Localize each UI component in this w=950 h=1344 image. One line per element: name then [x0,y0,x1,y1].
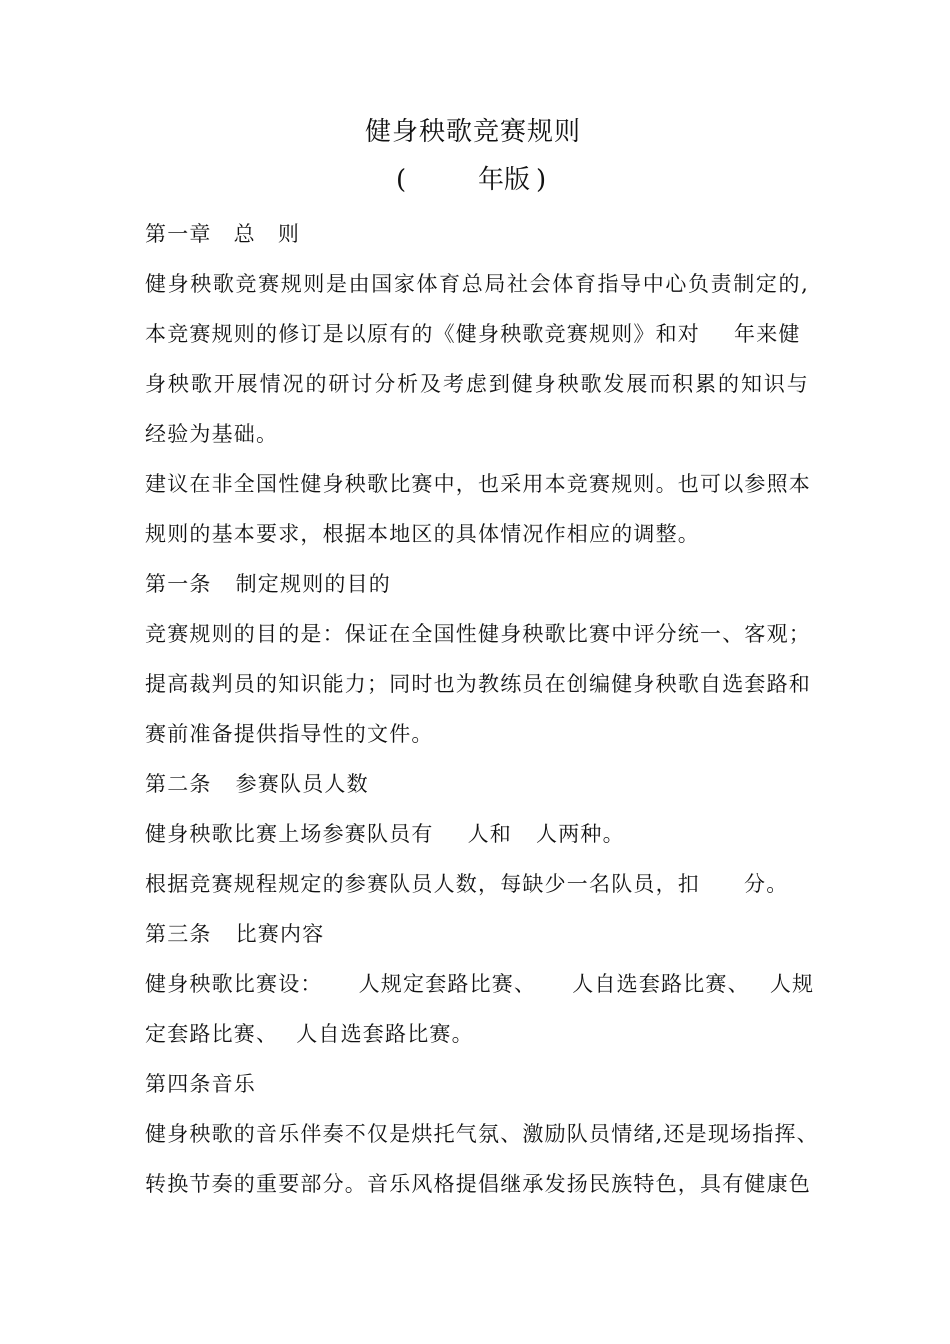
chapter-title-char-2: 则 [277,222,301,246]
paragraph-line [145,869,788,899]
paragraph-line [145,969,814,999]
text-segment: 根据竞赛规程规定的参赛队员人数，每缺少一名队员，扣 [145,872,700,896]
text-segment: 本竞赛规则的修订是以原有的《健身秧歌竞赛规则》和对 [145,322,700,346]
text-segment: 人自选套路比赛。 [296,1022,474,1046]
text-segment: 定套路比赛、 [145,1022,279,1046]
paragraph-line [145,319,801,349]
paragraph-line [145,819,625,849]
paragraph-line [145,1019,474,1049]
article-heading [145,569,391,599]
paragraph-line: 竞赛规则的目的是：保证在全国性健身秧歌比赛中评分统一、客观； [145,622,811,646]
chapter-title-char-1: 总 [233,222,256,246]
article-title: 制定规则的目的 [235,572,392,596]
text-segment: 人规 [769,972,815,996]
article-heading: 第四条音乐 [145,1072,256,1096]
article-number: 第一条 [145,572,212,596]
text-segment: 分。 [744,872,789,896]
paragraph-line: 转换节奏的重要部分。音乐风格提倡继承发扬民族特色，具有健康色 [145,1172,811,1196]
text-segment: 人自选套路比赛、 [572,972,750,996]
paragraph-line: 经验为基础。 [145,422,279,446]
document-title: 健身秧歌竞赛规则 [364,117,581,147]
subtitle-year-label: 年版 [478,165,531,195]
paragraph-line: 提高裁判员的知识能力；同时也为教练员在创编健身秧歌自选套路和 [145,672,811,696]
article-number: 第三条 [145,922,212,946]
text-segment: 人规定套路比赛、 [358,972,537,996]
paragraph-line: 身秧歌开展情况的研讨分析及考虑到健身秧歌发展而积累的知识与 [145,372,809,396]
text-segment: 健身秧歌比赛上场参赛队员有 [145,822,434,846]
text-segment: 健身秧歌比赛设： [145,972,323,996]
subtitle-close-paren: ) [536,165,547,195]
chapter-number: 第一章 [145,222,212,246]
text-segment: 人和 [467,822,513,846]
chapter-heading [145,219,300,249]
paragraph-line: 规则的基本要求，根据本地区的具体情况作相应的调整。 [145,522,700,546]
article-heading [145,769,369,799]
paragraph-line: 健身秧歌竞赛规则是由国家体育总局社会体育指导中心负责制定的, [145,272,809,296]
paragraph-line: 建议在非全国性健身秧歌比赛中，也采用本竞赛规则。也可以参照本 [145,472,811,496]
article-heading [145,919,324,949]
article-number: 第二条 [145,772,212,796]
subtitle-open-paren: ( [396,165,407,195]
article-title: 参赛队员人数 [235,772,369,796]
text-segment: 人两种。 [536,822,625,846]
paragraph-line: 赛前准备提供指导性的文件。 [145,722,434,746]
paragraph-line: 健身秧歌的音乐伴奏不仅是烘托气氛、激励队员情绪,还是现场指挥、 [145,1122,819,1146]
article-title: 比赛内容 [235,922,325,946]
text-segment: 年来健 [734,322,801,346]
